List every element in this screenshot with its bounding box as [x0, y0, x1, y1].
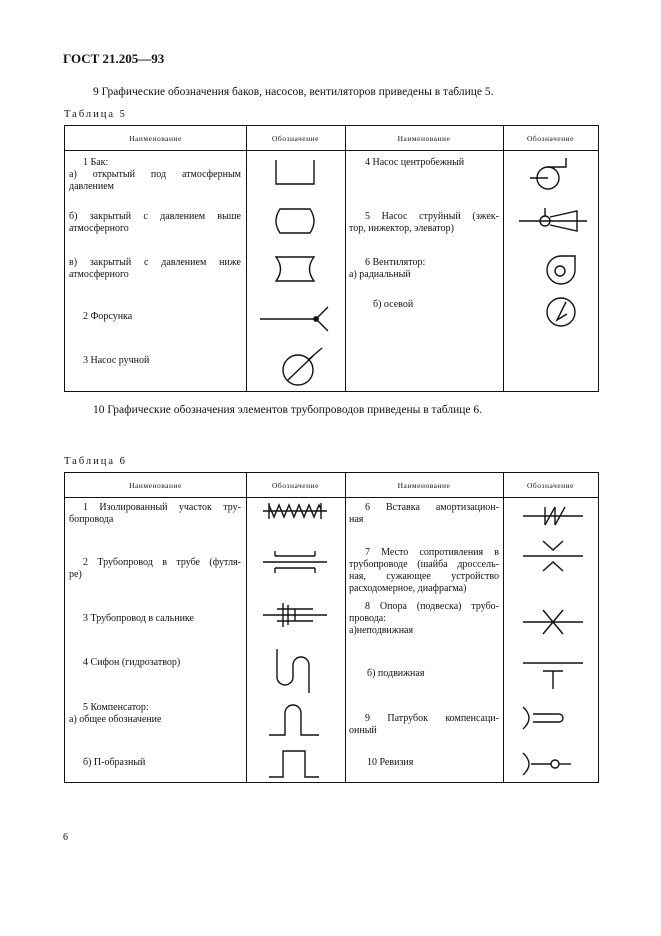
table-6 — [64, 472, 599, 783]
closed-tank-low-pressure-icon — [270, 253, 320, 287]
t6-item-u-compensator: б) П-образный — [83, 757, 146, 768]
compensation-branch-icon — [521, 705, 585, 731]
document-header: ГОСТ 21.205—93 — [63, 51, 165, 66]
t5-item-tank-low: в) закрытый с давлением ниже атмосферного — [69, 257, 241, 280]
insulated-pipe-icon — [261, 499, 329, 523]
t6-item-flow-restriction: 7 Место сопротивления в трубопроводе (шайба дроссель- ная, сужающее устройство расходомерное, диафрагма) — [349, 547, 499, 594]
radial-fan-icon — [541, 252, 581, 290]
closed-tank-high-pressure-icon — [268, 205, 322, 237]
flow-restriction-icon — [521, 537, 585, 575]
paragraph-9: 9 Графические обозначения баков, насосов, вентиляторов приведены в таблице 5. — [93, 86, 494, 98]
open-tank-icon — [270, 156, 320, 190]
nozzle-icon — [258, 304, 334, 334]
t6-item-siphon: 4 Сифон (гидрозатвор) — [83, 657, 181, 668]
t5-item-tank-high: б) закрытый с давлением выше атмосферного — [69, 211, 241, 234]
t6-header-name-1: Наименование — [129, 481, 182, 490]
t5-item-fan-axial: б) осевой — [373, 299, 414, 310]
inspection-icon — [521, 751, 585, 777]
hand-pump-icon — [276, 342, 330, 390]
t5-item-nozzle: 2 Форсунка — [83, 311, 133, 322]
fixed-support-icon — [521, 607, 585, 637]
t6-item-support: 8 Опора (подвеска) трубо- провода: а)неподвижная — [349, 601, 499, 636]
t5-item-fan-radial: 6 Вентилятор: а) радиальный — [349, 257, 426, 280]
axial-fan-icon — [541, 294, 581, 330]
t5-item-centrifugal-pump: 4 Насос центробежный — [365, 157, 465, 168]
t5-header-symbol-1: Обозначение — [272, 134, 319, 143]
t6-header-symbol-1: Обозначение — [272, 481, 319, 490]
t6-header-name-2: Наименование — [397, 481, 451, 490]
t6-item-pipe-in-casing: 2 Трубопровод в трубе (футля- ре) — [69, 557, 241, 580]
t6-item-pipe-in-gland: 3 Трубопровод в сальнике — [83, 613, 194, 624]
t5-item-tank-open: 1 Бак: а) открытый под атмосферным давлением — [69, 157, 241, 192]
pipe-in-casing-icon — [261, 549, 329, 575]
t6-item-movable-support: б) подвижная — [367, 668, 425, 679]
table-5 — [64, 125, 599, 392]
t5-header-symbol-2: Обозначение — [527, 134, 574, 143]
compensator-general-icon — [261, 701, 329, 739]
jet-pump-icon — [517, 206, 589, 236]
pipe-in-gland-icon — [261, 601, 329, 629]
t5-header-name-2: Наименование — [397, 134, 451, 143]
t5-item-hand-pump: 3 Насос ручной — [83, 355, 150, 366]
centrifugal-pump-icon — [528, 156, 578, 192]
t6-item-insulated-pipe: 1 Изолированный участок тру- бопровода — [69, 502, 241, 525]
t6-item-shock-insert: 6 Вставка амортизацион- ная — [349, 502, 499, 525]
u-shaped-compensator-icon — [261, 747, 329, 781]
table-5-caption: Таблица 5 — [64, 109, 127, 120]
t6-header-symbol-2: Обозначение — [527, 481, 574, 490]
shock-absorbing-insert-icon — [521, 503, 585, 529]
t6-item-compensation-branch: 9 Патрубок компенсаци- онный — [349, 713, 499, 736]
movable-support-icon — [521, 657, 585, 691]
t6-item-compensator: 5 Компенсатор: а) общее обозначение — [69, 702, 162, 725]
page-number: 6 — [63, 832, 68, 843]
t5-header-name-1: Наименование — [129, 134, 182, 143]
siphon-icon — [271, 647, 321, 695]
t6-item-inspection: 10 Ревизия — [367, 757, 414, 768]
t5-item-jet-pump: 5 Насос струйный (эжек- тор, инжектор, элеватор) — [349, 211, 499, 234]
table-6-caption: Таблица 6 — [64, 456, 127, 467]
paragraph-10: 10 Графические обозначения элементов трубопроводов приведены в таблице 6. — [93, 404, 483, 416]
